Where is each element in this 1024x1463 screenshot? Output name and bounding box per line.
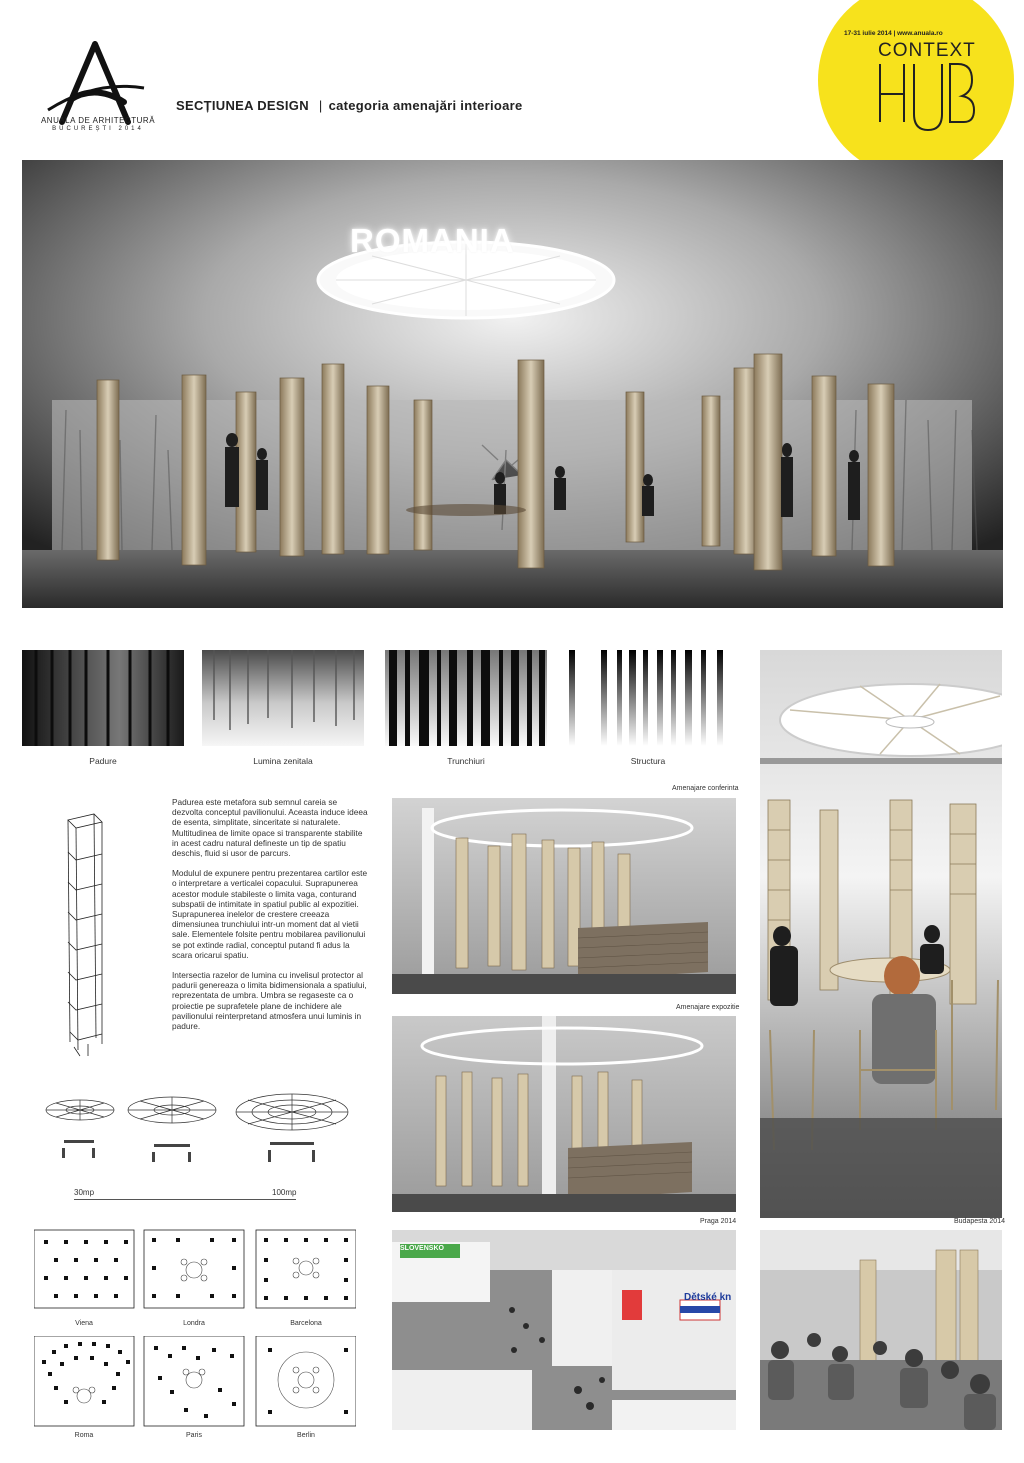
description-paragraph: Modulul de expunere pentru prezentarea cartilor este o interpretare a verticalei copacului. Suprapunerea acestor module stabileste o limita vaga, conturand subspatii de intimitate in spatiul public al expozitiei. Suprapunerea inelelor de crestere creeaza dimensiunea trunchiului intr-un moment dat al vietii sale. Elementele folsite pentru mobilarea pavilionului se pot extinde radial, conceptul putand fi adus la scara oricarui spatiu. bbox=[172, 868, 368, 960]
city-label-berlin: Berlin bbox=[297, 1432, 315, 1439]
budapest-label: Budapesta 2014 bbox=[954, 1218, 1005, 1225]
conference-render bbox=[392, 798, 736, 994]
romania-sign: ROMANIA bbox=[350, 222, 515, 259]
scaling-drawings bbox=[42, 1090, 352, 1168]
forest-label: Padure bbox=[89, 756, 117, 766]
description-paragraph: Padurea este metafora sub semnul careia se dezvolta conceptul pavilionului. Aceasta induce ideea de esenta, simplitate, sinceritate si naturalete. Multitudinea de limite opace si transparente stabilite in acest cadru natural defineste un tip de spatiu deschis, fluid si usor de parcurs. bbox=[172, 797, 368, 859]
zenithal-light-label: Lumina zenitala bbox=[253, 756, 313, 766]
category-name: categoria amenajări interioare bbox=[328, 98, 523, 113]
structure-image bbox=[567, 650, 729, 746]
city-label-viena: Viena bbox=[75, 1320, 93, 1327]
city-label-roma: Roma bbox=[74, 1432, 94, 1439]
logo-title: ANUALA DE ARHITECTURĂ bbox=[40, 116, 156, 125]
zenithal-light-image bbox=[202, 650, 364, 746]
prague-label: Praga 2014 bbox=[700, 1218, 737, 1225]
section-heading bbox=[176, 98, 523, 113]
trunks-label: Trunchiuri bbox=[447, 756, 485, 766]
scale-line bbox=[74, 1199, 296, 1200]
hub-logo bbox=[870, 60, 980, 132]
shelf-module-drawing bbox=[58, 812, 108, 1057]
forest-image bbox=[22, 650, 184, 746]
city-label-paris: Paris bbox=[186, 1432, 202, 1439]
reading-area-render bbox=[760, 650, 1002, 1218]
description bbox=[172, 797, 370, 1041]
prague-photo bbox=[392, 1230, 736, 1430]
conference-label: Amenajare conferinta bbox=[672, 785, 739, 792]
separator: | bbox=[318, 98, 323, 113]
scale-min-label: 30mp bbox=[74, 1188, 95, 1197]
city-plans-row2 bbox=[34, 1336, 356, 1430]
badge-date: 17-31 iulie 2014 | www.anuala.ro bbox=[844, 30, 943, 37]
detske-sign: Dětské kn bbox=[684, 1292, 732, 1303]
badge-context: CONTEXT bbox=[878, 40, 976, 61]
exhibition-render bbox=[392, 1016, 736, 1212]
scale-max-label: 100mp bbox=[272, 1188, 297, 1197]
logo-subtitle: BUCUREȘTI 2014 bbox=[52, 126, 144, 132]
exhibition-label: Amenajare expozitie bbox=[676, 1004, 740, 1011]
trunks-image bbox=[385, 650, 547, 746]
city-label-barcelona: Barcelona bbox=[290, 1320, 322, 1327]
section-name: SECȚIUNEA DESIGN bbox=[176, 98, 309, 113]
description-paragraph: Intersectia razelor de lumina cu invelisul protector al padurii genereaza o limita bidimensionala a spatiului, reprezentata de umbra. Umbra se regaseste ca o proiectie pe suprafetele plane de inchidere ale pavilionului reinterpretand atmosfera unui luminis in padure. bbox=[172, 970, 367, 1032]
structure-label: Structura bbox=[630, 756, 666, 766]
city-label-londra: Londra bbox=[183, 1320, 205, 1327]
slovensko-sign: SLOVENSKO bbox=[400, 1245, 444, 1252]
budapest-photo bbox=[760, 1230, 1002, 1430]
